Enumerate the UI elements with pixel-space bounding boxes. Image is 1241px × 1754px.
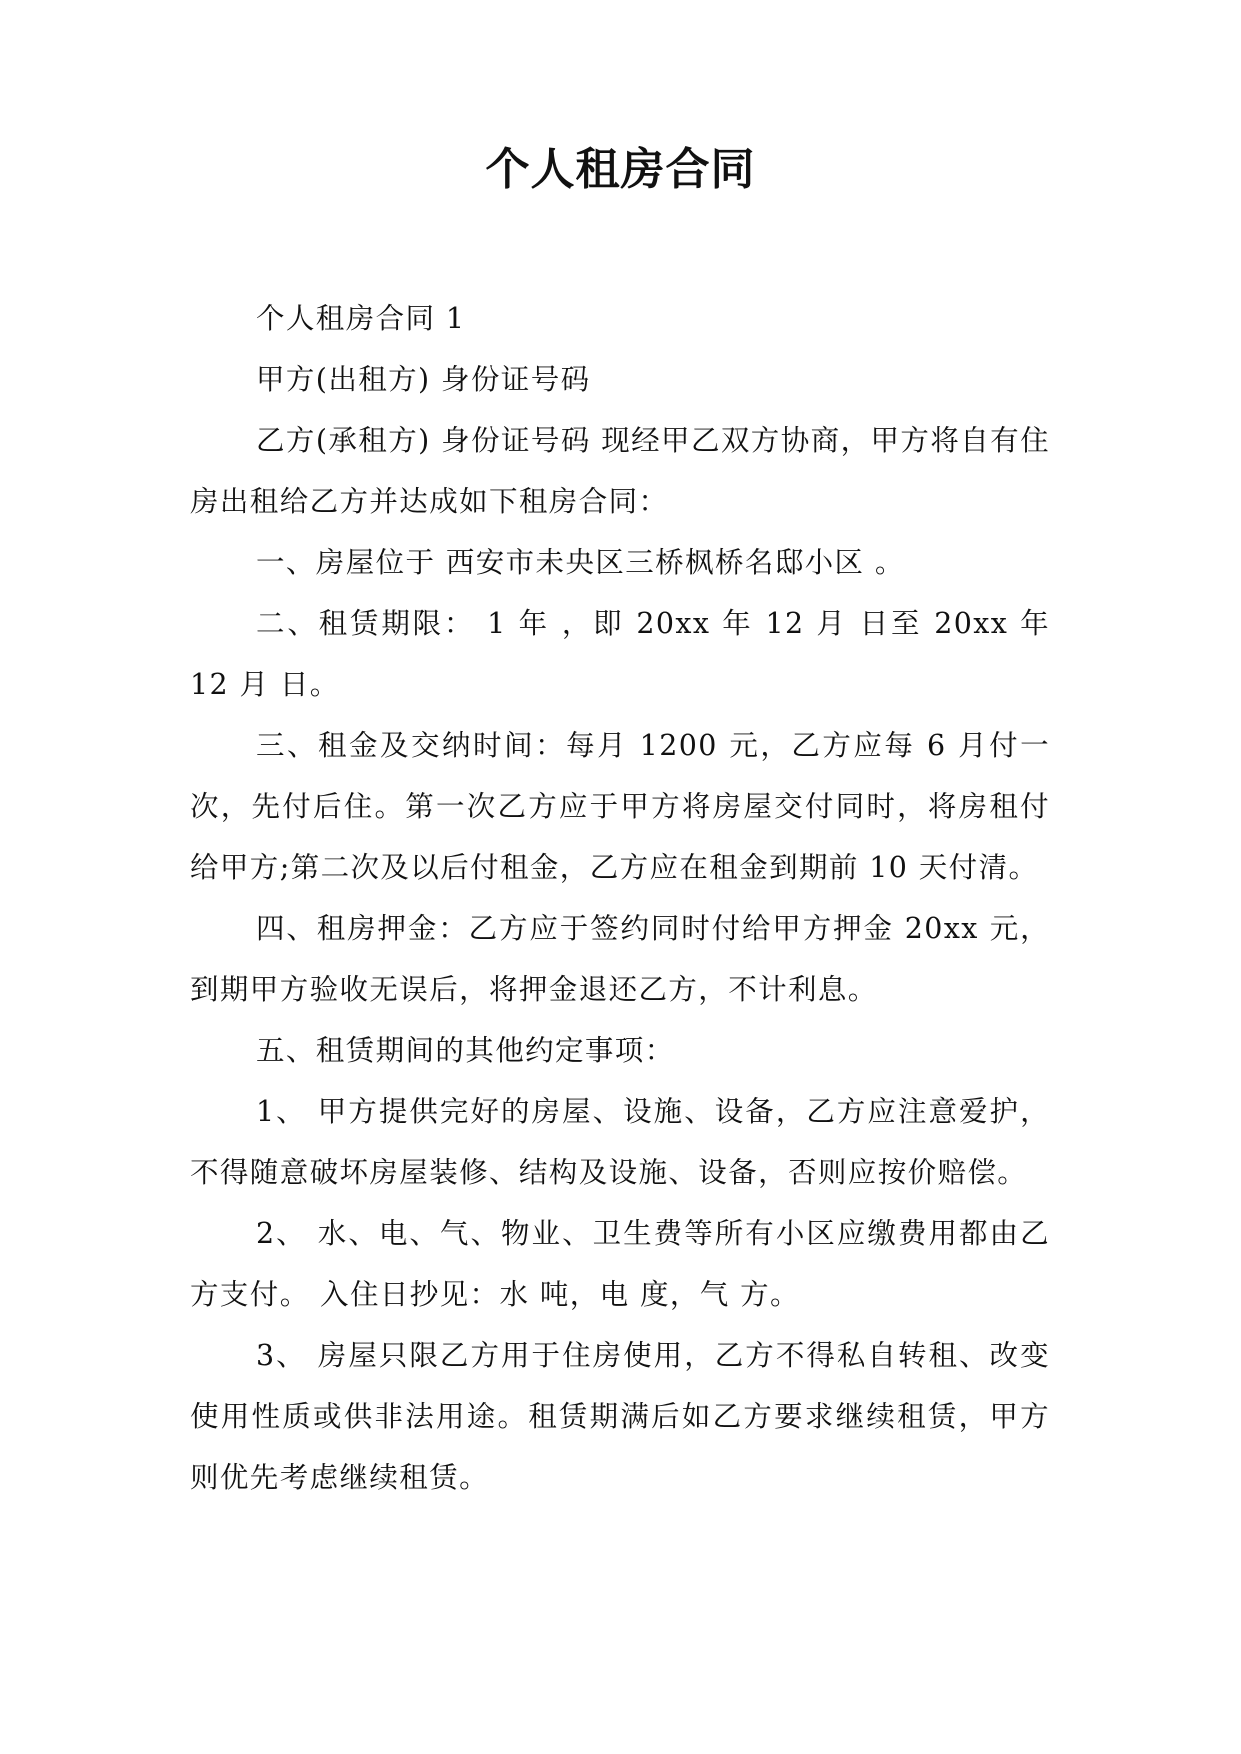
paragraph-term-1: 1、 甲方提供完好的房屋、设施、设备，乙方应注意爱护，不得随意破坏房屋装修、结构及设施、设备，否则应按价赔偿。 xyxy=(190,1095,1050,1189)
paragraph-location: 一、房屋位于 西安市未央区三桥枫桥名邸小区 。 xyxy=(256,546,905,579)
paragraph-rent-payment: 三、租金及交纳时间：每月 1200 元，乙方应每 6 月付一次，先付后住。第一次乙方应于甲方将房屋交付同时，将房租付给甲方;第二次及以后付租金，乙方应在租金到期前 10 天付清。 xyxy=(190,729,1050,884)
paragraph-deposit: 四、租房押金：乙方应于签约同时付给甲方押金 20xx 元，到期甲方验收无误后，将押金退还乙方，不计利息。 xyxy=(190,912,1050,1006)
paragraph-term-2: 2、 水、电、气、物业、卫生费等所有小区应缴费用都由乙方支付。 入住日抄见：水 吨，电 度，气 方。 xyxy=(190,1217,1050,1311)
document-body xyxy=(190,288,1050,1508)
paragraph-term-3: 3、 房屋只限乙方用于住房使用，乙方不得私自转租、改变使用性质或供非法用途。租赁期满后如乙方要求继续租赁，甲方则优先考虑继续租赁。 xyxy=(190,1339,1050,1494)
paragraph-party-a: 甲方(出租方) 身份证号码 xyxy=(256,363,591,396)
paragraph-lease-term: 二、租赁期限： 1 年 ，即 20xx 年 12 月 日至 20xx 年 12 月 日。 xyxy=(190,607,1050,701)
paragraph-contract-number: 个人租房合同 1 xyxy=(256,302,466,335)
paragraph-party-b: 乙方(承租方) 身份证号码 现经甲乙双方协商，甲方将自有住房出租给乙方并达成如下租房合同： xyxy=(190,424,1050,518)
paragraph-other-terms-heading: 五、租赁期间的其他约定事项： xyxy=(256,1034,675,1067)
document-title: 个人租房合同 xyxy=(485,144,756,195)
